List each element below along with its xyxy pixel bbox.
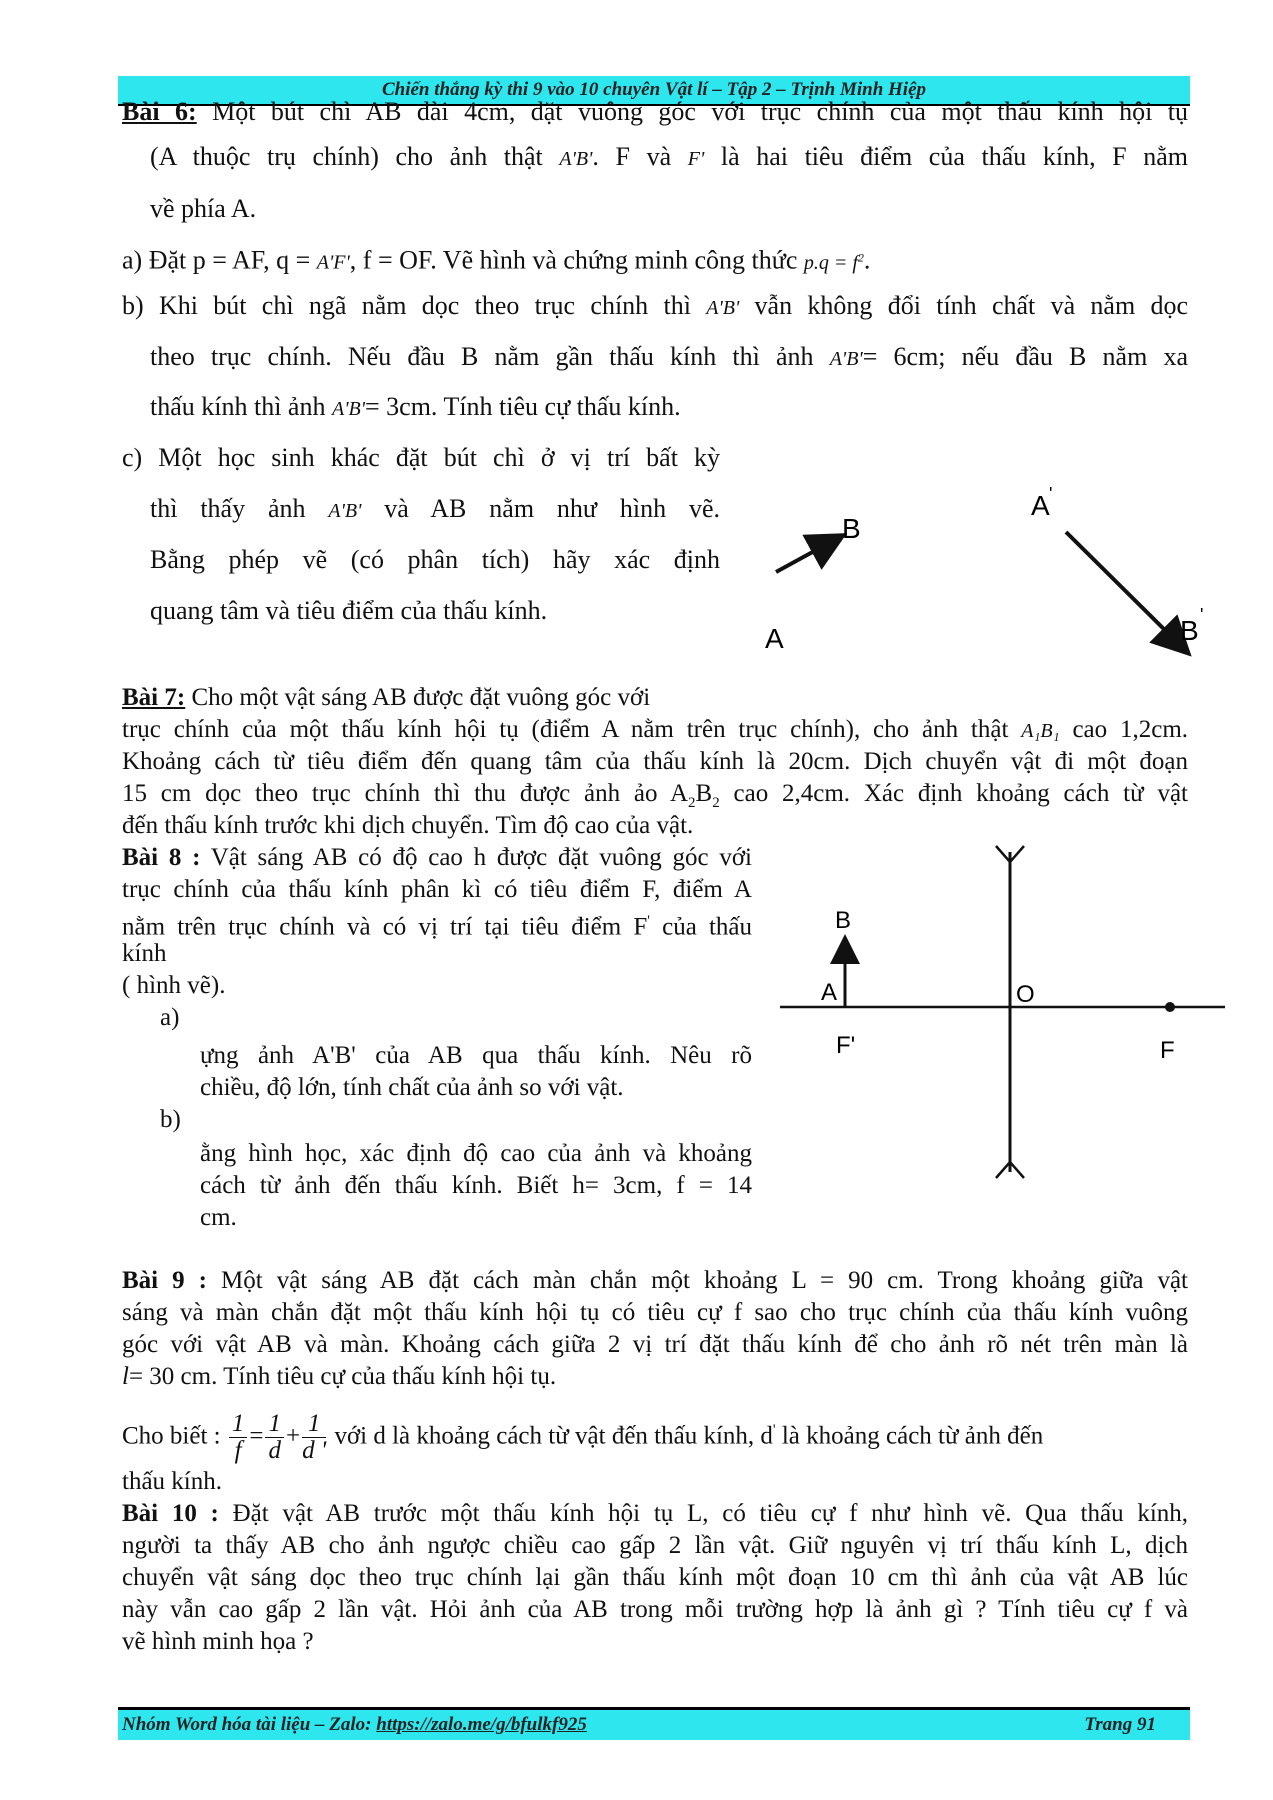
bai6-c-line2: [150, 492, 720, 528]
bai9-label: Bài 9 :: [122, 1267, 207, 1294]
bai8-l3a: nằm trên trục chính và có vị trí tại tiêu điểm F: [122, 913, 648, 941]
num: 1: [302, 1411, 326, 1438]
bai9-line6: thấu kính.: [122, 1468, 222, 1495]
bai7-l4b: B: [695, 780, 713, 807]
bai10-line3: chuyển vật sáng dọc theo trục chính lại gần thấu kính một đoạn 10 cm thì ảnh của vật AB lúc: [122, 1564, 1188, 1591]
bai6-a1: a) Đặt p = AF, q =: [122, 245, 311, 275]
den: f: [234, 1437, 242, 1465]
den: d: [268, 1437, 281, 1465]
bai9-line1: [122, 1265, 1188, 1296]
bai6-c-line3: Bằng phép vẽ (có phân tích) hãy xác định: [150, 545, 720, 574]
aprime-bprime-arrow: [1066, 532, 1186, 651]
bai10-l1: Đặt vật AB trước một thấu kính hội tụ L, có tiêu cự f như hình vẽ. Qua thấu kính,: [232, 1500, 1189, 1527]
math-ab: A'B': [559, 148, 593, 170]
label-bprime-mark: ': [1200, 605, 1204, 625]
bai6-l2b: . F và: [592, 142, 672, 171]
ab-arrow: [776, 537, 840, 572]
bai6-b1a: b) Khi bút chì ngã nằm dọc theo trục chính thì: [122, 291, 691, 320]
prime-mark: ': [647, 913, 650, 929]
bai9-formula-line: Cho biết : $\frac{1}{f}$ = $\frac{1}{d}$ + $\frac{1}{d '}$ với d là khoảng cách từ vật đến thấu kính, d' là khoảng cách từ ảnh đến: [122, 1410, 1044, 1465]
den: d ': [302, 1437, 327, 1465]
bai7-l1: Cho một vật sáng AB được đặt vuông góc với: [191, 684, 651, 711]
bai9-l1: Một vật sáng AB đặt cách màn chắn một khoảng L = 90 cm. Trong khoảng giữa vật: [221, 1267, 1188, 1294]
bai6-b2a: theo trục chính. Nếu đầu B nằm gần thấu kính thì ảnh: [150, 342, 814, 371]
num: 1: [229, 1411, 248, 1438]
bai8-label: Bài 8 :: [122, 844, 201, 871]
zalo-link[interactable]: https://zalo.me/g/bfulkf925: [376, 1714, 587, 1735]
bai7-l2a: trục chính của một thấu kính hội tụ (điểm A nằm trên trục chính), cho ảnh thật: [122, 716, 1009, 743]
bai7-line2: [122, 714, 1188, 747]
bai7-line1: [122, 682, 650, 713]
label-f: F: [1160, 1037, 1175, 1064]
math-ab: A'B': [706, 297, 740, 319]
bai6-figure: [740, 480, 1210, 680]
bai6-l2c: là hai tiêu điểm của thấu kính, F nằm: [720, 142, 1189, 171]
bai8-b-line2: cách từ ảnh đến thấu kính. Biết h= 3cm, f = 14: [200, 1172, 752, 1199]
page-footer: [118, 1707, 1190, 1740]
bai6-c-line1: c) Một học sinh khác đặt bút chì ở vị trí bất kỳ: [122, 443, 720, 472]
bai10-line2: người ta thấy AB cho ảnh ngược chiều cao gấp 2 lần vật. Giữ nguyên vị trí thấu kính L, dịch: [122, 1532, 1188, 1559]
prime-mark: ': [772, 1422, 776, 1438]
bai6-line3: về phía A.: [150, 194, 257, 223]
bai7-line5: đến thấu kính trước khi dịch chuyển. Tìm độ cao của vật.: [122, 812, 694, 839]
math-pq-text: p.q = f: [803, 251, 858, 274]
bai8-a-line2: chiều, độ lớn, tính chất của ảnh so với vật.: [200, 1074, 624, 1101]
bai9-line4: [122, 1361, 556, 1392]
bai6-b2b: = 6cm; nếu đầu B nằm xa: [862, 342, 1188, 371]
bai7-line3: Khoảng cách từ tiêu điểm đến quang tâm của thấu kính là 20cm. Dịch chuyển vật đi một đoạn: [122, 748, 1188, 775]
bai9-l5b: với d là khoảng cách từ vật đến thấu kính, d: [334, 1422, 773, 1450]
bai8-a-marker: a): [160, 1004, 180, 1031]
math-sq: 2: [857, 250, 864, 264]
bai6-c2b: và AB nằm như hình vẽ.: [384, 494, 721, 523]
bai6-b3a: thấu kính thì ảnh: [150, 392, 326, 421]
math-ab: A'B': [331, 398, 365, 420]
label-aprime-mark: ': [1049, 484, 1053, 504]
bai6-b3b: = 3cm. Tính tiêu cự thấu kính.: [364, 392, 681, 421]
sub-2b: 2: [712, 795, 720, 811]
bai8-line3: [122, 906, 752, 942]
bai8-figure: [780, 840, 1240, 1190]
bai6-label: Bài 6:: [122, 97, 197, 126]
math-ab: A'B': [829, 348, 863, 370]
label-fprime: F': [836, 1032, 856, 1059]
num: 1: [265, 1411, 284, 1438]
sub-2: 2: [688, 795, 696, 811]
bai6-a2: , f = OF. Vẽ hình và chứng minh công thức: [349, 245, 798, 275]
page-header: Chiến thắng kỳ thi 9 vào 10 chuyên Vật lí – Tập 2 – Trịnh Minh Hiệp: [118, 76, 1190, 106]
frac-1-d: [265, 1411, 284, 1464]
math-ab: A'B': [328, 500, 362, 522]
bai6-text: Một bút chì AB dài 4cm, đặt vuông góc với trục chính của một thấu kính hội tụ: [212, 97, 1188, 126]
bai9-line3: góc với vật AB và màn. Khoảng cách giữa 2 vị trí đặt thấu kính để cho ảnh rõ nét trên màn là: [122, 1331, 1188, 1358]
bai6-c-line4: quang tâm và tiêu điểm của thấu kính.: [150, 596, 548, 625]
bai9-l4b: = 30 cm. Tính tiêu cự của thấu kính hội tụ.: [128, 1363, 557, 1390]
math-fp: F': [687, 148, 705, 170]
frac-1-dprime: [302, 1411, 326, 1464]
bai6-b-line2: [150, 340, 1188, 376]
bai6-b-line3: [150, 390, 681, 426]
bai6-b1b: vẫn không đổi tính chất và nằm dọc: [754, 291, 1189, 320]
bai6-line2: [150, 140, 1188, 176]
bai8-b-line1: ằng hình học, xác định độ cao của ảnh và khoảng: [200, 1140, 752, 1167]
bai6-l2a: (A thuộc trụ chính) cho ảnh thật: [150, 142, 543, 171]
bai7-l4a: 15 cm dọc theo trục chính thì thu được ảnh ảo A: [122, 780, 689, 807]
bai6-a-line: a) Đặt p = AF, q = A'F', f = OF. Vẽ hình và chứng minh công thức $p.q = f^2$.: [122, 245, 871, 275]
bai9-line2: sáng và màn chắn đặt một thấu kính hội tụ có tiêu cự f sao cho trục chính của thấu kính vuông: [122, 1299, 1188, 1326]
bai8-line5: ( hình vẽ).: [122, 972, 226, 999]
bai8-b-marker: b): [160, 1106, 181, 1133]
bai7-label: Bài 7:: [122, 684, 186, 711]
bai8-b-line3: cm.: [200, 1204, 237, 1231]
bai10-line5: vẽ hình minh họa ?: [122, 1628, 314, 1655]
label-a: A: [821, 979, 838, 1006]
bai9-l5c: là khoảng cách từ ảnh đến: [781, 1422, 1044, 1450]
bai10-line1: [122, 1498, 1188, 1529]
bai6-b-line1: [122, 289, 1188, 325]
label-b: B: [842, 513, 861, 544]
bai9-l: l: [122, 1363, 129, 1390]
label-a: A: [765, 623, 784, 654]
label-b: B: [835, 907, 852, 934]
footer-left: [122, 1710, 587, 1740]
bai6-line1: [122, 95, 1188, 129]
math-pq: [804, 252, 864, 274]
frac-1-f: [229, 1411, 248, 1464]
bai8-l1: Vật sáng AB có độ cao h được đặt vuông góc với: [210, 844, 752, 871]
footer-left-text: Nhóm Word hóa tài liệu – Zalo:: [122, 1714, 372, 1735]
label-bprime: B: [1180, 615, 1199, 646]
math-a1b1: A₁B₁: [1021, 720, 1060, 742]
bai6-c2a: thì thấy ảnh: [150, 494, 306, 523]
bai8-line1: [122, 842, 752, 873]
focal-point-f: [1165, 1002, 1175, 1012]
page-number: Trang 91: [1084, 1714, 1156, 1735]
bai7-l2b: cao 1,2cm.: [1072, 716, 1189, 743]
bai8-l3b: của thấu: [662, 913, 752, 941]
math-apfp: A'F': [316, 251, 350, 274]
bai8-line2: trục chính của thấu kính phân kì có tiêu điểm F, điểm A: [122, 876, 752, 903]
bai10-label: Bài 10 :: [122, 1500, 219, 1527]
bai9-cho-biet: Cho biết :: [122, 1422, 221, 1450]
bai8-line4: kính: [122, 940, 167, 967]
bai8-a-line1: ựng ảnh A'B' của AB qua thấu kính. Nêu rõ: [200, 1042, 752, 1069]
label-o: O: [1016, 981, 1035, 1008]
bai7-l4c: cao 2,4cm. Xác định khoảng cách từ vật: [733, 780, 1188, 807]
bai10-line4: này vẫn cao gấp 2 lần vật. Hỏi ảnh của AB trong mỗi trường hợp là ảnh gì ? Tính tiêu cự f và: [122, 1596, 1188, 1623]
label-aprime: A: [1031, 490, 1050, 521]
